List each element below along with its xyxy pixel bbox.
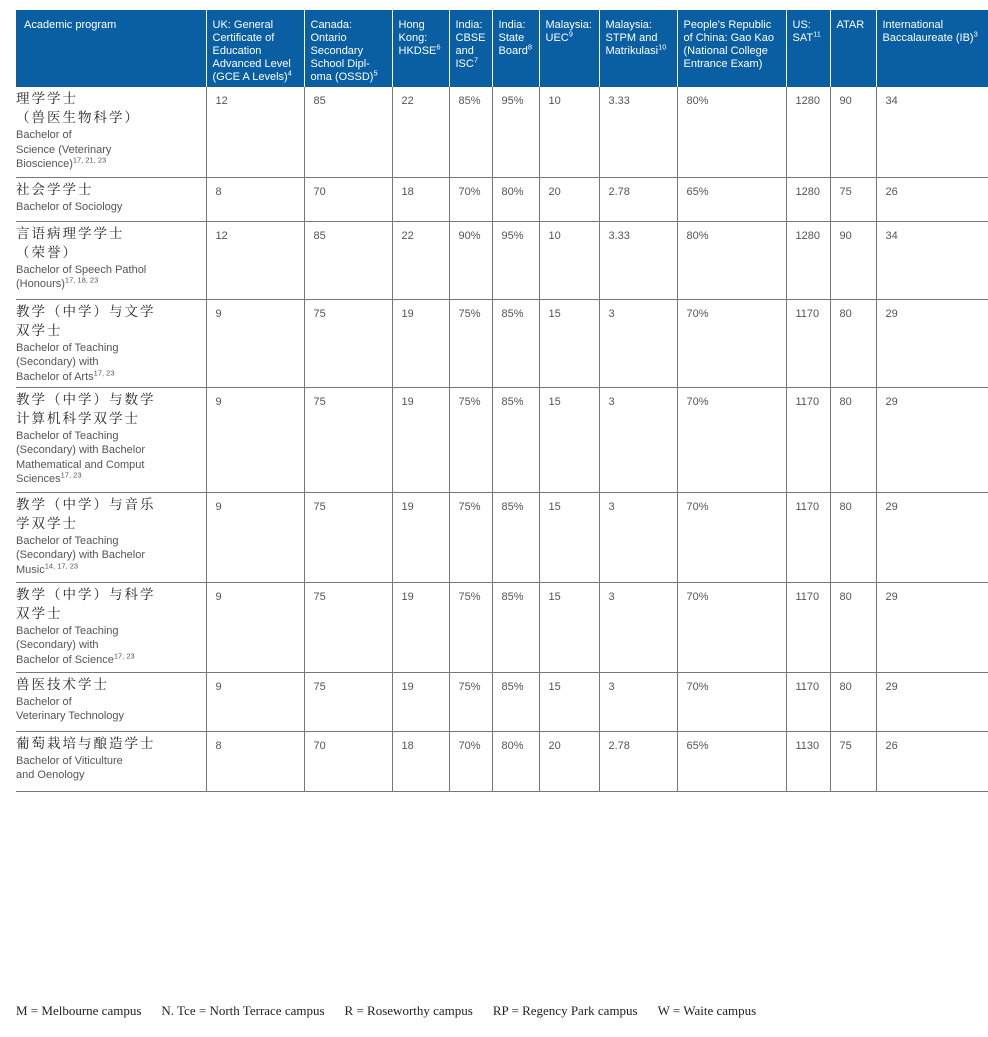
score-cell: 70 (304, 177, 392, 221)
header-col-footnote: 5 (373, 68, 378, 78)
program-cell (16, 221, 206, 299)
score-cell: 29 (876, 492, 988, 582)
score-cell: 85% (492, 299, 539, 387)
score-cell: 26 (876, 177, 988, 221)
score-cell: 15 (539, 672, 599, 731)
score-cell: 1280 (786, 87, 830, 177)
score-cell: 75 (304, 672, 392, 731)
header-row (16, 10, 988, 87)
header-col-footnote: 7 (473, 55, 479, 65)
score-cell: 1170 (786, 387, 830, 492)
score-cell: 75 (830, 731, 876, 791)
header-col-label: Malaysia: UEC (545, 19, 592, 44)
score-cell: 1170 (786, 582, 830, 672)
score-cell: 80 (830, 299, 876, 387)
program-name-english: Bachelor of Teaching (Secondary) with Bachelor of Arts$^{17, 23}$ (16, 341, 119, 383)
table-row (16, 492, 988, 582)
header-col-7 (677, 10, 786, 87)
score-cell: 75 (304, 299, 392, 387)
score-cell: 10 (539, 87, 599, 177)
header-col-label: Canada: Ontario Secondary School Dipl-oma (OSSD) (310, 19, 374, 83)
table-row (16, 221, 988, 299)
program-footnote: 17, 23 (113, 650, 135, 660)
program-name-chinese: 言语病理学学士 （荣誉） (16, 225, 125, 261)
header-col-label: India: State Board (498, 19, 528, 57)
header-col-label: Hong Kong: HKDSE (398, 19, 437, 57)
program-cell (16, 177, 206, 221)
header-col-2 (392, 10, 449, 87)
score-cell: 3 (599, 672, 677, 731)
score-cell: 70% (449, 177, 492, 221)
program-footnote: 17, 18, 23 (64, 275, 99, 285)
score-cell: 80% (492, 731, 539, 791)
program-footnote: 17, 23 (60, 470, 82, 480)
program-cell (16, 87, 206, 177)
score-cell: 9 (206, 672, 304, 731)
score-cell: 9 (206, 387, 304, 492)
score-cell: 75 (304, 492, 392, 582)
program-name-english: Bachelor of Teaching (Secondary) with Bachelor Mathematical and Comput Sciences$^{17, 23}$ (16, 429, 146, 485)
score-cell: 19 (392, 387, 449, 492)
score-cell: 1280 (786, 177, 830, 221)
table-body (16, 87, 988, 791)
header-col-footnote: 10 (658, 42, 667, 52)
campus-legend-item: RP = Regency Park campus (492, 1003, 638, 1018)
header-col-8 (786, 10, 830, 87)
score-cell: 80 (830, 582, 876, 672)
header-col-footnote: 11 (813, 29, 821, 39)
score-cell: 70 (304, 731, 392, 791)
table-row (16, 387, 988, 492)
program-cell (16, 299, 206, 387)
header-col-9 (830, 10, 876, 87)
score-cell: 3.33 (599, 221, 677, 299)
header-col-label: UK: General Certificate of Education Advanced Level (GCE A Levels) (212, 19, 291, 83)
campus-legend (16, 1003, 976, 1019)
table-row (16, 582, 988, 672)
score-cell: 85 (304, 87, 392, 177)
score-cell: 29 (876, 582, 988, 672)
program-name-english: Bachelor of Teaching (Secondary) with Bachelor of Science$^{17, 23}$ (16, 624, 135, 666)
program-name-chinese: 社会学学士 (16, 181, 94, 198)
score-cell: 22 (392, 87, 449, 177)
header-col-label: US: SAT (792, 19, 814, 44)
score-cell: 95% (492, 87, 539, 177)
score-cell: 8 (206, 177, 304, 221)
score-cell: 65% (677, 731, 786, 791)
score-cell: 29 (876, 387, 988, 492)
score-cell: 75% (449, 492, 492, 582)
score-cell: 20 (539, 731, 599, 791)
score-cell: 3 (599, 492, 677, 582)
score-cell: 15 (539, 492, 599, 582)
table-header (16, 10, 988, 87)
score-cell: 70% (449, 731, 492, 791)
admission-requirements-table (16, 10, 988, 792)
program-cell (16, 582, 206, 672)
header-col-label: Malaysia: STPM and Matrikulasi (605, 19, 659, 57)
header-col-6 (599, 10, 677, 87)
program-name-english: Bachelor of Science (Veterinary Bioscience)$^{17, 21, 23}$ (16, 129, 112, 170)
header-col-footnote: 9 (568, 29, 573, 39)
header-col-4 (492, 10, 539, 87)
score-cell: 9 (206, 492, 304, 582)
program-name-chinese: 教学（中学）与数学 计算机科学双学士 (16, 391, 156, 427)
score-cell: 19 (392, 492, 449, 582)
program-footnote: 17, 21, 23 (72, 155, 107, 165)
program-cell (16, 387, 206, 492)
program-cell (16, 672, 206, 731)
program-name-english: Bachelor of Sociology (16, 200, 123, 213)
program-name-chinese: 兽医技术学士 (16, 676, 109, 693)
score-cell: 80% (677, 221, 786, 299)
score-cell: 75% (449, 387, 492, 492)
program-name-chinese: 教学（中学）与科学 双学士 (16, 586, 156, 622)
score-cell: 29 (876, 672, 988, 731)
score-cell: 85% (492, 672, 539, 731)
score-cell: 22 (392, 221, 449, 299)
header-col-footnote: 6 (436, 42, 441, 52)
score-cell: 1170 (786, 492, 830, 582)
table-row (16, 177, 988, 221)
campus-legend-item: W = Waite campus (657, 1003, 757, 1018)
score-cell: 70% (677, 582, 786, 672)
score-cell: 3 (599, 582, 677, 672)
program-cell (16, 492, 206, 582)
header-col-3 (449, 10, 492, 87)
program-footnote: 17, 23 (93, 367, 115, 377)
table-row (16, 672, 988, 731)
score-cell: 29 (876, 299, 988, 387)
score-cell: 3 (599, 299, 677, 387)
score-cell: 75 (830, 177, 876, 221)
score-cell: 85% (492, 387, 539, 492)
score-cell: 85% (492, 492, 539, 582)
score-cell: 75% (449, 582, 492, 672)
header-col-1 (304, 10, 392, 87)
campus-legend-item: M = Melbourne campus (16, 1003, 142, 1018)
score-cell: 80 (830, 492, 876, 582)
score-cell: 2.78 (599, 177, 677, 221)
score-cell: 19 (392, 299, 449, 387)
header-col-10 (876, 10, 988, 87)
program-name-chinese: 理学学士 （兽医生物科学） (16, 91, 140, 126)
program-cell (16, 731, 206, 791)
header-col-5 (539, 10, 599, 87)
program-name-english: Bachelor of Speech Pathol (Honours)$^{17, 18, 23}$ (16, 263, 147, 290)
score-cell: 1170 (786, 672, 830, 731)
program-footnote: 14, 17, 23 (44, 560, 79, 570)
score-cell: 2.78 (599, 731, 677, 791)
score-cell: 9 (206, 299, 304, 387)
score-cell: 12 (206, 87, 304, 177)
score-cell: 85 (304, 221, 392, 299)
table-row (16, 731, 988, 791)
score-cell: 90 (830, 221, 876, 299)
header-col-footnote: 8 (527, 42, 533, 52)
score-cell: 10 (539, 221, 599, 299)
score-cell: 95% (492, 221, 539, 299)
score-cell: 8 (206, 731, 304, 791)
score-cell: 15 (539, 387, 599, 492)
header-col-footnote: 4 (287, 68, 292, 78)
score-cell: 90 (830, 87, 876, 177)
campus-legend-item: R = Roseworthy campus (344, 1003, 473, 1018)
score-cell: 80 (830, 387, 876, 492)
header-col-footnote: 3 (973, 29, 978, 39)
score-cell: 70% (677, 492, 786, 582)
program-name-english: Bachelor of Veterinary Technology (16, 695, 125, 722)
program-name-chinese: 教学（中学）与音乐 学双学士 (16, 496, 156, 532)
score-cell: 12 (206, 221, 304, 299)
score-cell: 70% (677, 672, 786, 731)
score-cell: 70% (677, 387, 786, 492)
program-name-chinese: 葡萄栽培与酿造学士 (16, 735, 156, 752)
table-row (16, 87, 988, 177)
header-col-label: People's Republic of China: Gao Kao (National College Entrance Exam) (683, 19, 775, 70)
table-row (16, 299, 988, 387)
score-cell: 90% (449, 221, 492, 299)
score-cell: 70% (677, 299, 786, 387)
score-cell: 1280 (786, 221, 830, 299)
score-cell: 20 (539, 177, 599, 221)
header-academic-program: Academic program (16, 10, 206, 87)
score-cell: 75% (449, 299, 492, 387)
score-cell: 85% (492, 582, 539, 672)
score-cell: 19 (392, 672, 449, 731)
score-cell: 1170 (786, 299, 830, 387)
program-name-chinese: 教学（中学）与文学 双学士 (16, 303, 156, 339)
score-cell: 85% (449, 87, 492, 177)
score-cell: 15 (539, 299, 599, 387)
score-cell: 3.33 (599, 87, 677, 177)
score-cell: 75 (304, 582, 392, 672)
header-col-label: India: CBSE and ISC (455, 19, 486, 70)
score-cell: 80 (830, 672, 876, 731)
campus-legend-item: N. Tce = North Terrace campus (161, 1003, 325, 1018)
score-cell: 34 (876, 87, 988, 177)
score-cell: 18 (392, 731, 449, 791)
program-name-english: Bachelor of Teaching (Secondary) with Bachelor Music$^{14, 17, 23}$ (16, 534, 146, 576)
program-name-english: Bachelor of Viticulture and Oenology (16, 754, 123, 781)
score-cell: 3 (599, 387, 677, 492)
header-col-label: International Baccalaureate (IB) (882, 19, 974, 44)
score-cell: 80% (677, 87, 786, 177)
header-col-0 (206, 10, 304, 87)
score-cell: 26 (876, 731, 988, 791)
score-cell: 19 (392, 582, 449, 672)
score-cell: 15 (539, 582, 599, 672)
score-cell: 75 (304, 387, 392, 492)
score-cell: 65% (677, 177, 786, 221)
score-cell: 9 (206, 582, 304, 672)
score-cell: 34 (876, 221, 988, 299)
score-cell: 1130 (786, 731, 830, 791)
header-col-label: ATAR (836, 19, 865, 31)
score-cell: 75% (449, 672, 492, 731)
score-cell: 80% (492, 177, 539, 221)
score-cell: 18 (392, 177, 449, 221)
